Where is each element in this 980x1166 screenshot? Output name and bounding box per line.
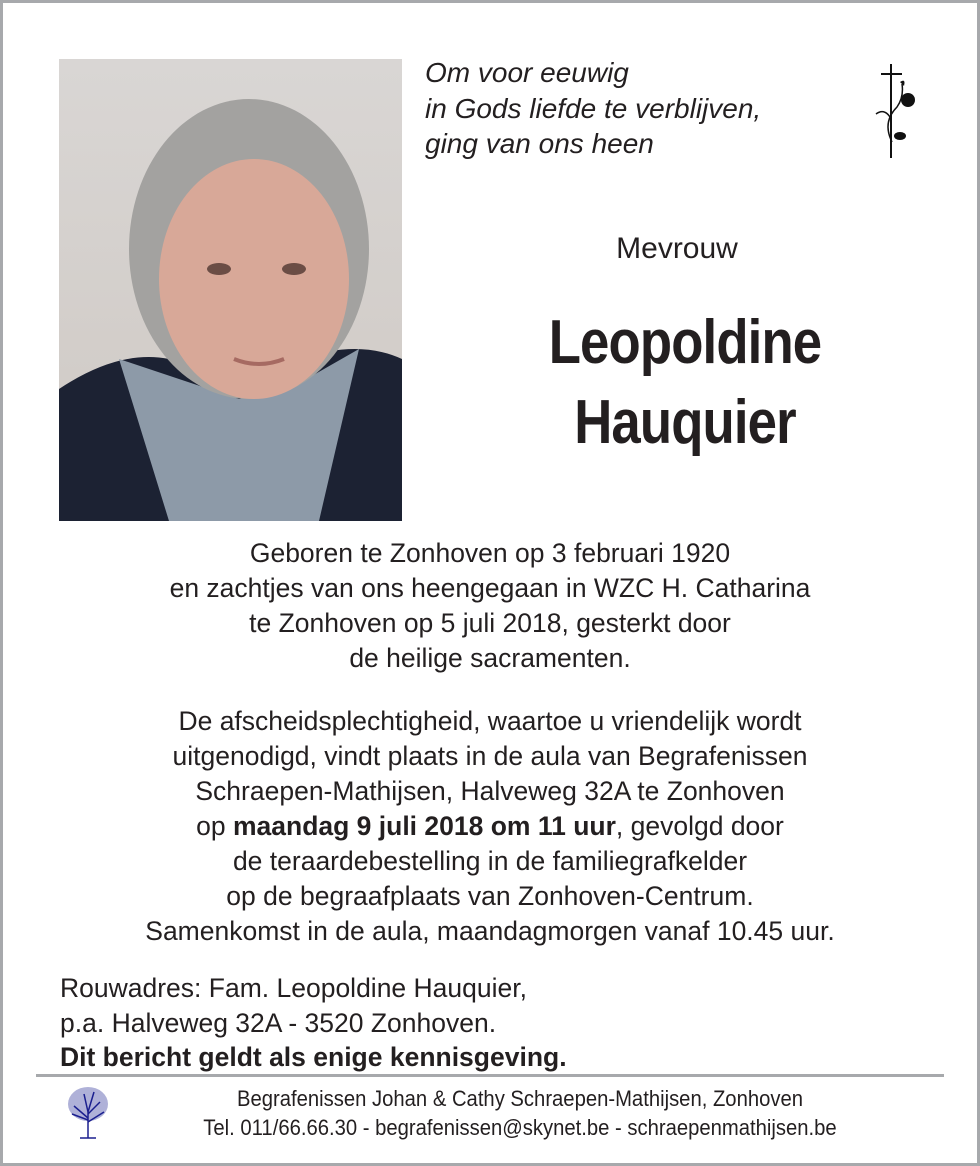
text-line: op de begraafplaats van Zonhoven-Centrum. (226, 881, 754, 911)
deceased-name (477, 303, 894, 463)
tree-logo-icon (64, 1084, 112, 1140)
ceremony-date: maandag 9 juli 2018 om 11 uur (232, 811, 616, 841)
poem (425, 55, 761, 162)
divider (36, 1074, 944, 1077)
funeral-home-footer (134, 1084, 907, 1142)
text-line: te Zonhoven op 5 juli 2018, gesterkt door (249, 608, 731, 638)
last-name: Hauquier (574, 388, 796, 457)
text-line: uitgenodigd, vindt plaats in de aula van Begrafenissen (172, 741, 808, 771)
text-line: en zachtjes van ons heengegaan in WZC H. Catharina (169, 573, 811, 603)
address-line: p.a. Halveweg 32A - 3520 Zonhoven. (60, 1007, 497, 1038)
text-line: Samenkomst in de aula, maandagmorgen vanaf 10.45 uur. (145, 916, 835, 946)
text-line: Geboren te Zonhoven op 3 februari 1920 (249, 538, 731, 568)
cross-rose-icon (872, 62, 922, 160)
notice: Dit bericht geldt als enige kennisgeving. (60, 1042, 567, 1072)
portrait-photo (59, 59, 402, 521)
text-line: De afscheidsplechtigheid, waartoe u vriendelijk wordt (178, 706, 802, 736)
date-line (20, 809, 960, 844)
poem-line: ging van ons heen (425, 128, 654, 159)
ceremony-paragraph (20, 704, 960, 949)
address-line: Rouwadres: Fam. Leopoldine Hauquier, (60, 973, 527, 1003)
mourning-address (60, 971, 567, 1075)
text-line: de teraardebestelling in de familiegrafkelder (232, 846, 748, 876)
funeral-home-contact: Tel. 011/66.66.30 - begrafenissen@skynet.be - schraepenmathijsen.be (203, 1115, 837, 1140)
poem-line: Om voor eeuwig (425, 57, 629, 88)
birth-death-paragraph (20, 536, 960, 676)
text-op: op (196, 811, 233, 841)
first-name: Leopoldine (548, 308, 822, 377)
funeral-home-name: Begrafenissen Johan & Cathy Schraepen-Mathijsen, Zonhoven (237, 1086, 803, 1111)
text-after-date: , gevolgd door (615, 811, 784, 841)
text-line: Schraepen-Mathijsen, Halveweg 32A te Zonhoven (195, 776, 785, 806)
text-line: de heilige sacramenten. (349, 643, 631, 673)
honorific: Mevrouw (616, 232, 738, 265)
poem-line: in Gods liefde te verblijven, (425, 92, 762, 124)
